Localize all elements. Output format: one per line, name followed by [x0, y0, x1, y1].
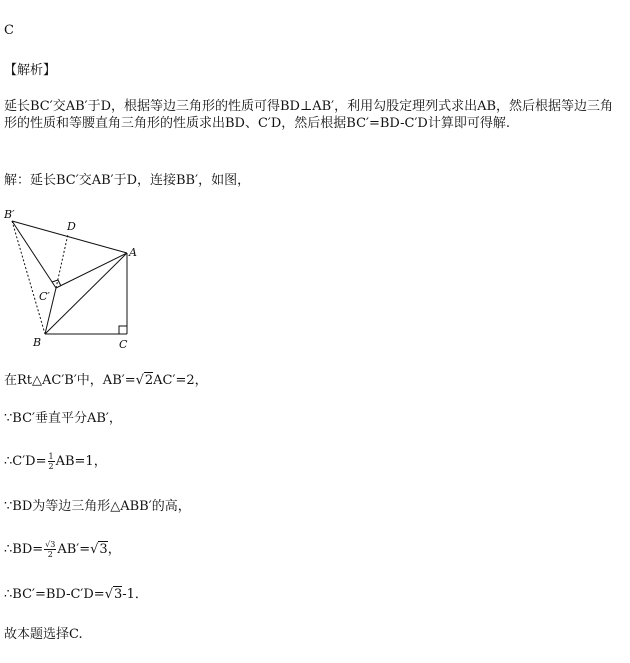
step-1: 在Rt△AC′B′中，AB′=√2AC′=2，	[4, 373, 208, 388]
label-C: C	[119, 338, 128, 351]
label-B-prime: B′	[4, 208, 15, 221]
analysis-heading: 【解析】	[4, 63, 57, 78]
label-D: D	[67, 220, 76, 233]
step-5: ∴BD= $\frac{√3}{2}$ AB′=√3，	[4, 540, 121, 559]
step-4: ∵BD为等边三角形△ABB′的高，	[4, 499, 191, 514]
step-6: ∴BC′=BD-C′D=√3-1．	[4, 587, 148, 602]
step-2: ∵BC′垂直平分AB′，	[4, 411, 122, 426]
label-B: B	[33, 336, 42, 349]
answer-choice: C	[4, 23, 14, 38]
segment-B-A	[45, 253, 127, 334]
right-angle-mark-Cp	[52, 280, 61, 286]
conclusion: 故本题选择C.	[4, 627, 83, 642]
right-angle-mark-C	[119, 326, 127, 334]
label-C-prime: C′	[39, 290, 50, 303]
solution-intro: 解：延长BC′交AB′于D，连接BB′，如图，	[4, 173, 251, 188]
segment-Bp-B-dashed	[12, 221, 45, 334]
geometry-figure	[0, 204, 160, 354]
segment-Cp-A	[56, 253, 127, 288]
analysis-paragraph: 延长BC′交AB′于D，根据等边三角形的性质可得BD⊥AB′，利用勾股定理列式求出AB，然后根据等边三角形的性质和等腰直角三角形的性质求出BD、C′D，然后根据BC′=BD-C′D计算即可得解.	[4, 99, 614, 131]
label-A: A	[129, 246, 137, 259]
step-3: ∴C′D= $\frac{1}{2}$ AB=1，	[4, 452, 107, 471]
